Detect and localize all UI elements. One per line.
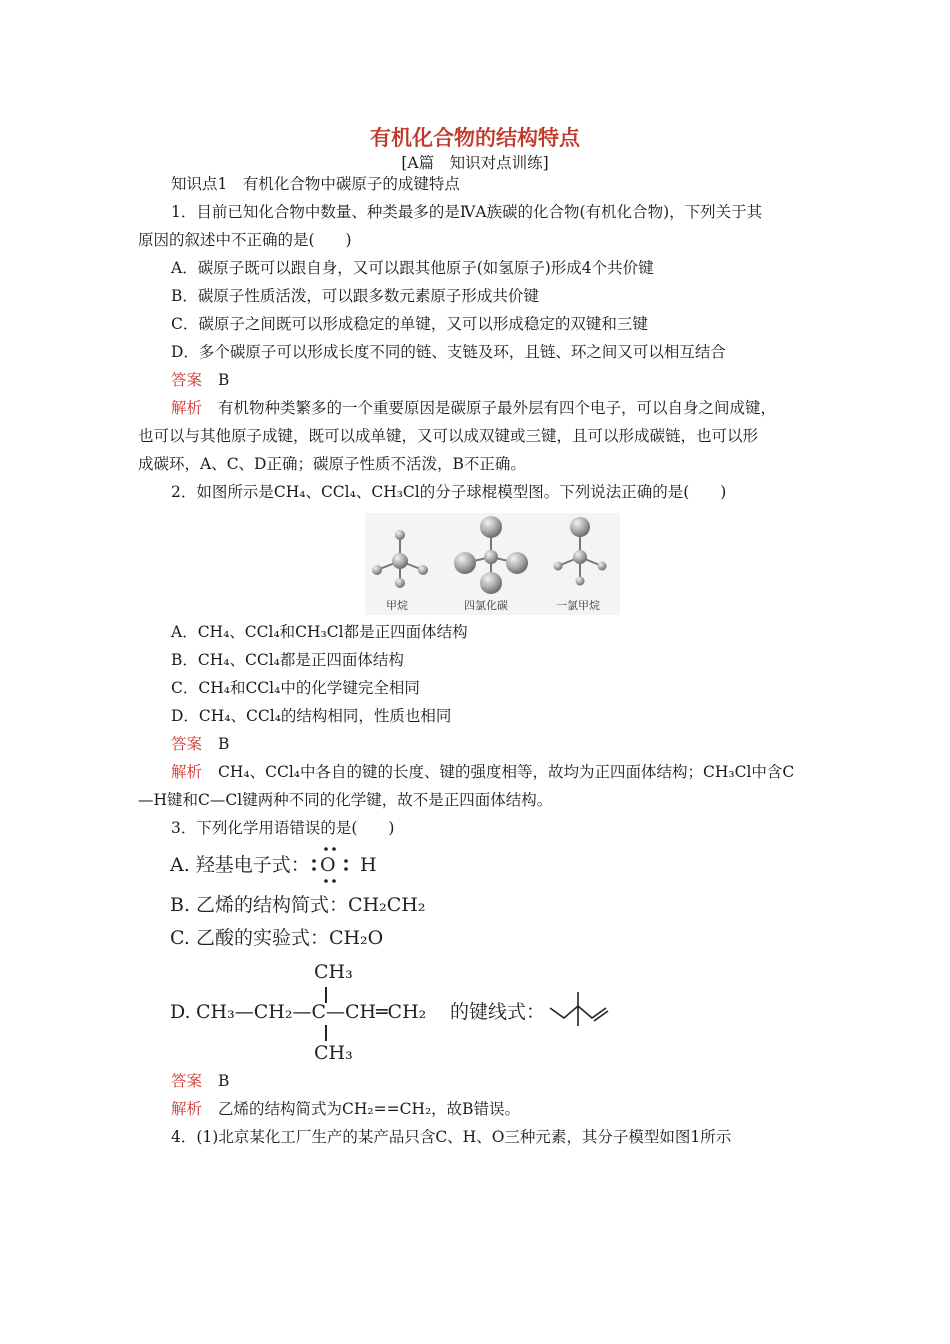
carbon-tetrachloride-model: [454, 516, 528, 594]
answer-label: 答案: [171, 735, 203, 753]
q3-option-a: A. 羟基电子式：: [170, 854, 310, 876]
q2-option-c: C．CH₄和CCl₄中的化学键完全相同: [171, 679, 420, 697]
answer-value: B: [218, 371, 230, 389]
answer-value: B: [218, 735, 230, 753]
q3-d-ch3-top: CH₃: [314, 961, 353, 983]
q2-stem: 2．如图所示是CH₄、CCl₄、CH₃Cl的分子球棍模型图。下列说法正确的是( ): [171, 483, 727, 501]
vertical-bond-bottom: [325, 1025, 327, 1041]
ball-stick-models-figure: [365, 513, 620, 615]
page-title: 有机化合物的结构特点: [370, 126, 580, 150]
methane-model: [372, 530, 428, 588]
figure-label-methane: 甲烷: [386, 599, 408, 612]
q1-analysis-line1: 解析 有机物种类繁多的一个重要原因是碳原子最外层有四个电子，可以自身之间成键，: [171, 399, 777, 417]
q3-stem: 3．下列化学用语错误的是( ): [171, 819, 395, 837]
figure-label-ch3cl: 一氯甲烷: [556, 599, 600, 612]
q3-option-d-label: D.: [170, 1001, 191, 1023]
q4-stem: 4．(1)北京某化工厂生产的某产品只含C、H、O三种元素，其分子模型如图1所示: [171, 1128, 732, 1146]
q3-option-d-chain: CH₃—CH₂—C—CH═CH₂: [196, 1001, 427, 1023]
analysis-label: 解析: [171, 763, 203, 781]
q2-option-b: B．CH₄、CCl₄都是正四面体结构: [171, 651, 404, 669]
knowledge-point-heading: 知识点1 有机化合物中碳原子的成键特点: [171, 175, 460, 193]
q3-option-d-suffix: 的键线式：: [450, 1001, 546, 1023]
skeletal-formula: [548, 990, 610, 1032]
q3-option-c: C. 乙酸的实验式：CH₂O: [170, 927, 384, 949]
q2-option-d: D．CH₄、CCl₄的结构相同，性质也相同: [171, 707, 452, 725]
chloromethane-model: [554, 517, 607, 586]
q1-option-a: A．碳原子既可以跟自身，又可以跟其他原子(如氢原子)形成4个共价键: [171, 259, 654, 277]
q2-analysis-line2: —H键和C—Cl键两种不同的化学键，故不是正四面体结构。: [138, 791, 553, 809]
q1-stem-line2: 原因的叙述中不正确的是( ): [138, 231, 352, 249]
q2-option-a: A．CH₄、CCl₄和CH₃Cl都是正四面体结构: [171, 623, 468, 641]
q3-answer: [171, 1071, 229, 1091]
hydroxyl-hydrogen: H: [360, 854, 377, 876]
q1-stem-line1: 1．目前已知化合物中数量、种类最多的是ⅣA族碳的化合物(有机化合物)，下列关于其: [171, 203, 763, 221]
answer-label: 答案: [171, 371, 203, 389]
section-subtitle: [A篇 知识对点训练]: [401, 154, 549, 172]
q1-analysis-line2: 也可以与其他原子成键，既可以成单键，又可以成双键或三键，且可以形成碳链，也可以形: [138, 427, 759, 445]
hydroxyl-oxygen: O: [320, 854, 336, 876]
answer-label: 答案: [171, 1072, 203, 1090]
analysis-label: 解析: [171, 1100, 203, 1118]
q1-analysis-line3: 成碳环，A、C、D正确；碳原子性质不活泼，B不正确。: [138, 455, 526, 473]
q3-d-ch3-bottom: CH₃: [314, 1042, 353, 1064]
q3-analysis: 解析 乙烯的结构简式为CH₂==CH₂，故B错误。: [171, 1100, 521, 1118]
hydroxyl-electron-dots: [302, 843, 392, 887]
figure-label-ccl4: 四氯化碳: [464, 599, 508, 612]
q2-answer: [171, 734, 229, 754]
q1-option-c: C．碳原子之间既可以形成稳定的单键，又可以形成稳定的双键和三键: [171, 315, 648, 333]
analysis-label: 解析: [171, 399, 203, 417]
q1-option-d: D．多个碳原子可以形成长度不同的链、支链及环，且链、环之间又可以相互结合: [171, 343, 726, 361]
answer-value: B: [218, 1072, 230, 1090]
q2-analysis-line1: 解析 CH₄、CCl₄中各自的键的长度、键的强度相等，故均为正四面体结构；CH₃Cl中含C: [171, 763, 795, 781]
q1-answer: [171, 370, 229, 390]
q3-option-b: B. 乙烯的结构简式：CH₂CH₂: [170, 894, 426, 916]
q1-option-b: B．碳原子性质活泼，可以跟多数元素原子形成共价键: [171, 287, 539, 305]
